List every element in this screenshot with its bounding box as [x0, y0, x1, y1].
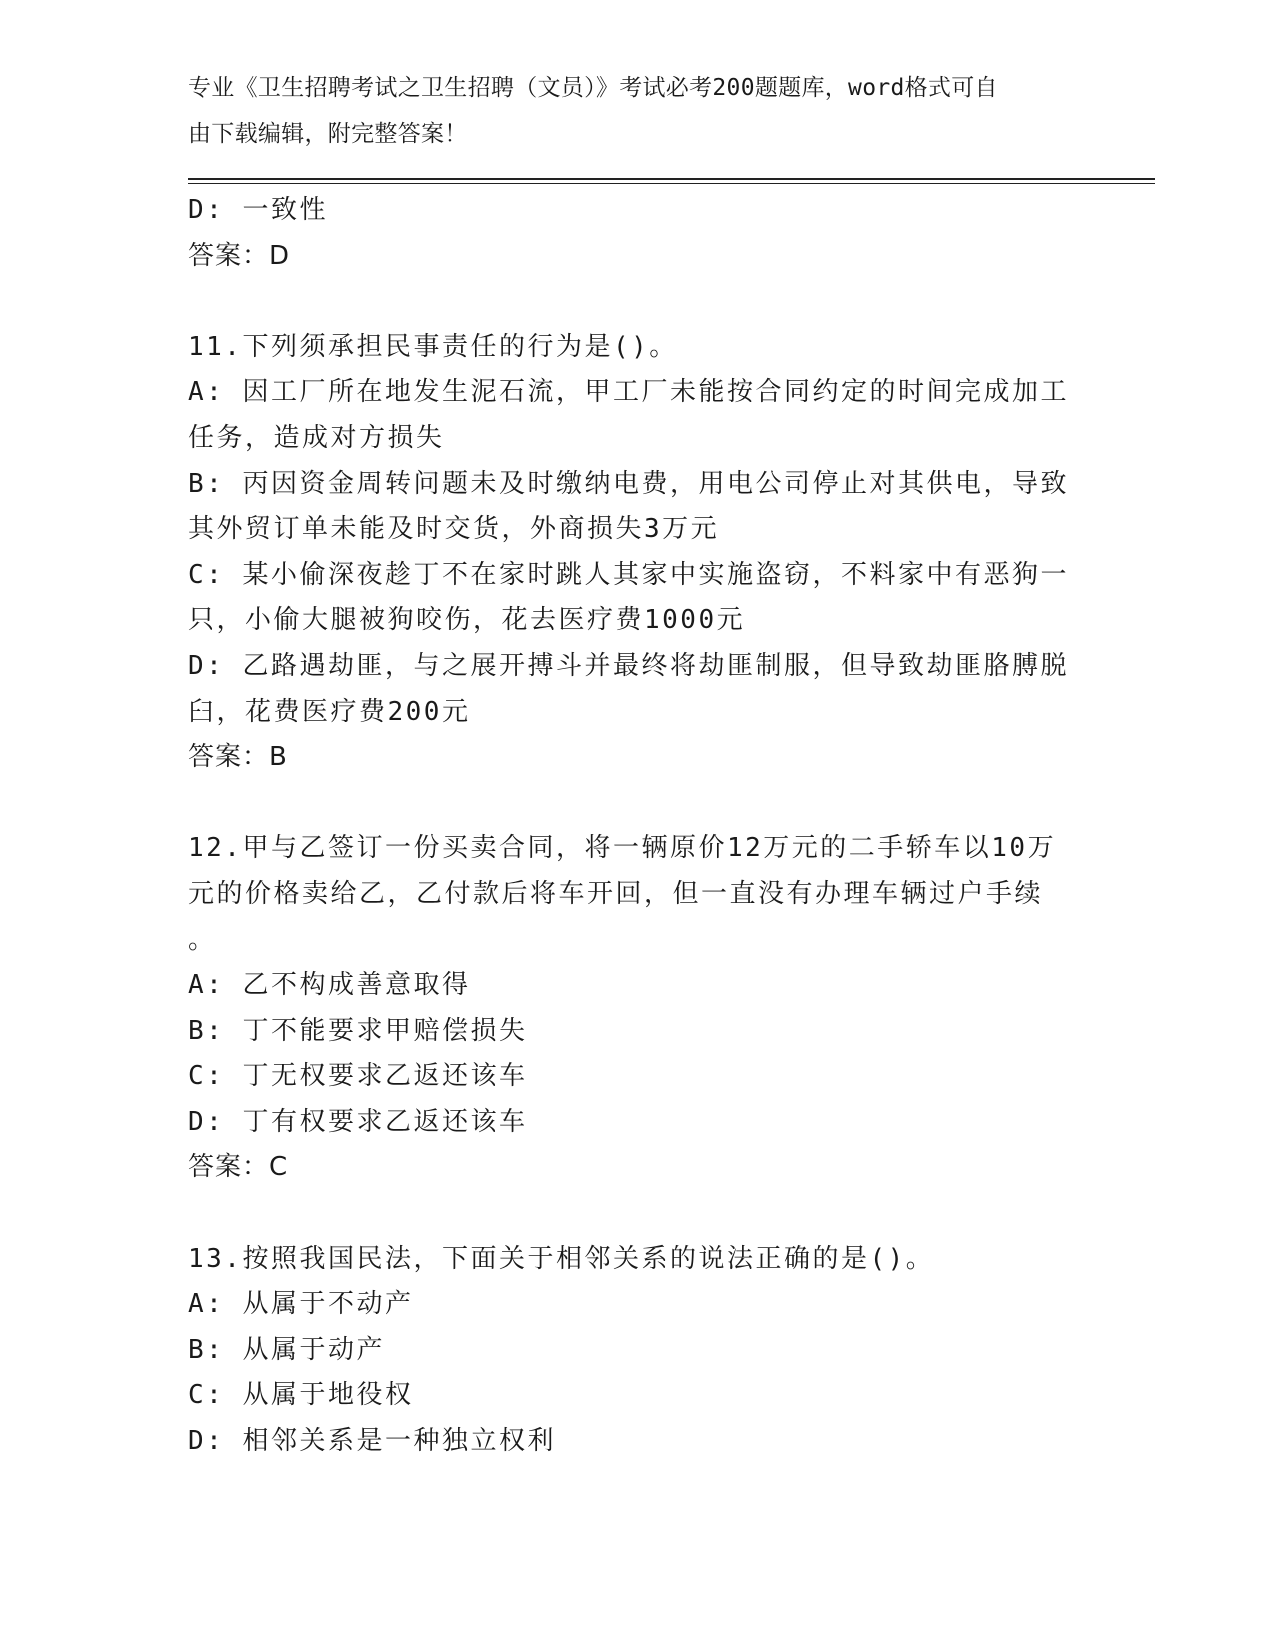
- q11-option-c: C: 某小偷深夜趁丁不在家时跳人其家中实施盗窃，不料家中有恶狗一: [188, 559, 1069, 590]
- q11-option-d: D: 乙路遇劫匪，与之展开搏斗并最终将劫匪制服，但导致劫匪胳膊脱: [188, 650, 1069, 681]
- q12-stem-cont: 元的价格卖给乙，乙付款后将车开回，但一直没有办理车辆过户手续: [188, 878, 1044, 909]
- q12-option-b: B: 丁不能要求甲赔偿损失: [188, 1015, 528, 1046]
- q12-option-d: D: 丁有权要求乙返还该车: [188, 1106, 528, 1137]
- q11-stem: 11.下列须承担民事责任的行为是()。: [188, 331, 678, 362]
- q11-option-a-cont: 任务，造成对方损失: [188, 422, 445, 453]
- document-header: [188, 72, 1068, 163]
- q12-option-c: C: 丁无权要求乙返还该车: [188, 1061, 528, 1092]
- q13-option-b: B: 从属于动产: [188, 1334, 385, 1365]
- q13-option-c: C: 从属于地役权: [188, 1380, 414, 1411]
- q11-answer: 答案：B: [188, 742, 288, 773]
- q11-option-d-cont: 臼，花费医疗费200元: [188, 696, 471, 727]
- spacer: [188, 279, 1088, 325]
- q11-option-b: B: 丙因资金周转问题未及时缴纳电费，用电公司停止对其供电，导致: [188, 468, 1069, 499]
- question-11: [188, 325, 1088, 781]
- q11-option-c-cont: 只，小偷大腿被狗咬伤，花去医疗费1000元: [188, 605, 746, 636]
- q11-option-a: A: 因工厂所在地发生泥石流，甲工厂未能按合同约定的时间完成加工: [188, 377, 1069, 408]
- prev-answer: 答案：D: [188, 240, 291, 271]
- prev-option-d: D: 一致性: [188, 195, 328, 225]
- header-divider: [188, 178, 1155, 180]
- q12-stem-end: 。: [188, 924, 217, 955]
- q11-option-b-cont: 其外贸订单未能及时交货，外商损失3万元: [188, 514, 720, 545]
- q13-stem: 13.按照我国民法，下面关于相邻关系的说法正确的是()。: [188, 1243, 935, 1274]
- q13-option-a: A: 从属于不动产: [188, 1289, 414, 1320]
- question-13: [188, 1237, 1088, 1465]
- question-list: [188, 188, 1088, 1465]
- q12-option-a: A: 乙不构成善意取得: [188, 970, 471, 1001]
- question-12: [188, 826, 1088, 1191]
- q12-answer: 答案：C: [188, 1152, 289, 1183]
- q12-stem: 12.甲与乙签订一份买卖合同，将一辆原价12万元的二手轿车以10万: [188, 833, 1057, 864]
- spacer: [188, 1191, 1088, 1237]
- header-line-1: 专业《卫生招聘考试之卫生招聘（文员）》考试必考200题题库，word格式可自: [188, 75, 998, 101]
- spacer: [188, 781, 1088, 827]
- header-line-2: 由下载编辑，附完整答案！: [188, 120, 468, 147]
- header-divider-thin: [188, 183, 1155, 184]
- q13-option-d: D: 相邻关系是一种独立权利: [188, 1426, 556, 1457]
